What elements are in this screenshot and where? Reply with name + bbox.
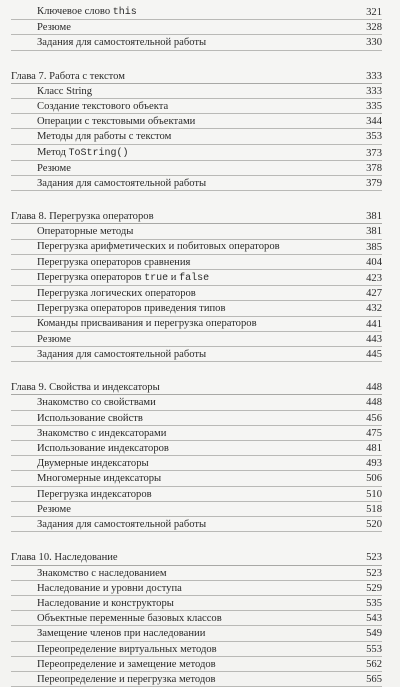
title-text: Перегрузка операторов приведения типов (37, 303, 226, 315)
toc-entry-title (11, 427, 352, 440)
toc-entry-title (11, 457, 352, 470)
toc-entry-title (11, 567, 352, 580)
toc-entry-row (11, 517, 382, 532)
toc-page-number: 510 (366, 488, 382, 500)
toc-entry-row (11, 114, 382, 129)
title-text: Задания для самостоятельной работы (37, 519, 207, 531)
toc-page-number: 333 (366, 85, 382, 97)
toc-entry-row (11, 672, 382, 687)
title-text: Задания для самостоятельной работы (37, 37, 207, 49)
title-text: Переопределение и замещение методов (37, 658, 216, 670)
toc-page-number: 518 (366, 503, 382, 515)
toc-entry-title (11, 100, 352, 113)
toc-entry-row (11, 581, 382, 596)
toc-entry-row (11, 411, 382, 426)
title-text: Резюме (37, 333, 71, 345)
toc-chapter-row (11, 380, 382, 395)
toc-page-number: 529 (366, 582, 382, 594)
toc-entry-title (11, 551, 352, 564)
title-text: Задания для самостоятельной работы (37, 349, 207, 361)
toc-page-number: 353 (366, 131, 382, 143)
toc-entry-title (11, 658, 352, 671)
toc-entry-row (11, 332, 382, 347)
toc-page-number: 378 (366, 162, 382, 174)
toc-page-number: 535 (366, 597, 382, 609)
code-keyword: true (144, 273, 169, 285)
section-gap (11, 191, 382, 209)
toc-entry-row (11, 502, 382, 517)
title-text: Замещение членов при наследовании (37, 628, 206, 640)
title-text: Создание текстового объекта (37, 101, 169, 113)
toc-entry-title (11, 85, 352, 98)
toc-page-number: 443 (366, 333, 382, 345)
toc-entry-row (11, 456, 382, 471)
code-keyword: this (112, 7, 137, 18)
toc-entry-row (11, 642, 382, 657)
title-text: Операции с текстовыми объектами (37, 116, 196, 128)
toc-entry-title (11, 115, 352, 128)
toc-entry-title (11, 612, 352, 625)
toc-entry-row (11, 317, 382, 332)
title-text: Резюме (37, 503, 71, 515)
toc-entry-row (11, 566, 382, 581)
toc-entry-title (11, 36, 352, 49)
toc-entry-title (11, 582, 352, 595)
toc-entry-row (11, 301, 382, 316)
toc-entry-row (11, 395, 382, 410)
title-text: Класс String (37, 85, 93, 97)
title-text: Перегрузка логических операторов (37, 288, 196, 300)
title-text: Команды присваивания и перегрузка операторов (37, 318, 257, 330)
toc-entry-title (11, 396, 352, 409)
title-text: Многомерные индексаторы (37, 473, 162, 485)
toc-page-number: 381 (366, 211, 382, 223)
toc-page-number: 441 (366, 318, 382, 330)
toc-entry-row (11, 471, 382, 486)
toc-entry-title (11, 348, 352, 361)
toc-page-number: 404 (366, 256, 382, 268)
title-text: Операторные методы (37, 226, 134, 238)
title-text: Переопределение и перегрузка методов (37, 673, 216, 685)
toc-entry-row (11, 240, 382, 255)
toc-page-number: 553 (366, 643, 382, 655)
toc-entry-row (11, 255, 382, 270)
toc-entry-title (11, 627, 352, 640)
toc-entry-title (11, 146, 352, 160)
table-of-contents (11, 4, 382, 687)
toc-entry-title (11, 70, 352, 83)
toc-page-number: 385 (366, 241, 382, 253)
toc-entry-row (11, 286, 382, 301)
toc-entry-row (11, 270, 382, 286)
title-text: Знакомство с индексаторами (37, 427, 167, 439)
toc-entry-title (11, 412, 352, 425)
toc-page-number: 373 (366, 147, 382, 159)
title-text: Перегрузка арифметических и побитовых операторов (37, 241, 280, 253)
toc-entry-title (11, 503, 352, 516)
toc-entry-title (11, 177, 352, 190)
title-text: Задания для самостоятельной работы (37, 178, 207, 190)
title-text: Глава 10. Наследование (11, 552, 118, 564)
title-text: Использование индексаторов (37, 443, 169, 455)
toc-entry-title (11, 488, 352, 501)
toc-page-number: 448 (366, 397, 382, 409)
toc-entry-row (11, 4, 382, 20)
toc-entry-row (11, 487, 382, 502)
toc-entry-row (11, 596, 382, 611)
toc-page-number: 506 (366, 473, 382, 485)
toc-entry-row (11, 99, 382, 114)
toc-entry-row (11, 20, 382, 35)
toc-page-number: 481 (366, 443, 382, 455)
title-text: Переопределение виртуальных методов (37, 643, 217, 655)
toc-page-number: 381 (366, 226, 382, 238)
toc-entry-row (11, 657, 382, 672)
toc-page-number: 333 (366, 70, 382, 82)
toc-entry-row (11, 426, 382, 441)
toc-entry-title (11, 302, 352, 315)
title-text: Перегрузка индексаторов (37, 488, 152, 500)
toc-chapter-row (11, 69, 382, 84)
toc-chapter-row (11, 209, 382, 224)
toc-page-number: 427 (366, 288, 382, 300)
title-text: Объектные переменные базовых классов (37, 613, 222, 625)
toc-entry-title (11, 162, 352, 175)
toc-entry-title (11, 21, 352, 34)
toc-entry-row (11, 347, 382, 362)
toc-entry-title (11, 518, 352, 531)
toc-page-number: 475 (366, 427, 382, 439)
toc-entry-title (11, 271, 352, 285)
toc-page-number: 423 (366, 273, 382, 285)
title-text: Метод (37, 146, 69, 158)
toc-entry-row (11, 611, 382, 626)
toc-entry-row (11, 626, 382, 641)
title-text: Глава 9. Свойства и индексаторы (11, 382, 160, 394)
title-text: Глава 7. Работа с текстом (11, 70, 125, 82)
toc-entry-title (11, 318, 352, 331)
toc-page-number: 549 (366, 628, 382, 640)
toc-entry-title (11, 241, 352, 254)
title-text: Глава 8. Перегрузка операторов (11, 211, 154, 223)
toc-entry-row (11, 145, 382, 161)
code-keyword: ToString() (68, 147, 129, 159)
toc-page-number: 330 (366, 37, 382, 49)
toc-entry-title (11, 130, 352, 143)
title-text: Методы для работы с текстом (37, 131, 172, 143)
title-text: Резюме (37, 22, 71, 34)
toc-entry-row (11, 35, 382, 50)
toc-entry-title (11, 472, 352, 485)
toc-page-number: 445 (366, 349, 382, 361)
section-gap (11, 362, 382, 380)
toc-entry-title (11, 5, 352, 19)
title-text: Ключевое слово (37, 6, 113, 17)
toc-page-number: 321 (366, 7, 382, 18)
toc-page-number: 562 (366, 658, 382, 670)
toc-entry-title (11, 210, 352, 223)
title-text: Перегрузка операторов (37, 272, 145, 284)
toc-entry-title (11, 256, 352, 269)
toc-entry-row (11, 176, 382, 191)
toc-entry-row (11, 441, 382, 456)
toc-entry-title (11, 442, 352, 455)
toc-page-number: 523 (366, 552, 382, 564)
toc-page-number: 543 (366, 613, 382, 625)
title-text: Перегрузка операторов сравнения (37, 256, 191, 268)
toc-page-number: 520 (366, 519, 382, 531)
title-text: и (168, 272, 180, 284)
title-text: Резюме (37, 162, 71, 174)
toc-entry-row (11, 129, 382, 144)
title-text: Знакомство с наследованием (37, 567, 167, 579)
toc-entry-title (11, 333, 352, 346)
title-text: Знакомство со свойствами (37, 397, 156, 409)
toc-entry-title (11, 287, 352, 300)
toc-entry-title (11, 673, 352, 686)
section-gap (11, 532, 382, 550)
section-gap (11, 51, 382, 69)
title-text: Наследование и конструкторы (37, 597, 174, 609)
toc-page-number: 523 (366, 567, 382, 579)
toc-entry-title (11, 643, 352, 656)
toc-chapter-row (11, 550, 382, 565)
toc-page-number: 328 (366, 22, 382, 34)
toc-entry-row (11, 161, 382, 176)
toc-page-number: 565 (366, 673, 382, 685)
toc-entry-title (11, 381, 352, 394)
title-text: Использование свойств (37, 412, 143, 424)
toc-entry-title (11, 225, 352, 238)
toc-page-number: 379 (366, 178, 382, 190)
toc-entry-row (11, 224, 382, 239)
toc-page-number: 432 (366, 303, 382, 315)
toc-page-number: 448 (366, 382, 382, 394)
toc-page-number: 493 (366, 458, 382, 470)
code-keyword: false (179, 273, 210, 285)
toc-page-number: 456 (366, 412, 382, 424)
toc-entry-row (11, 84, 382, 99)
toc-page-number: 344 (366, 116, 382, 128)
toc-page-number: 335 (366, 101, 382, 113)
toc-entry-title (11, 597, 352, 610)
title-text: Наследование и уровни доступа (37, 582, 182, 594)
title-text: Двумерные индексаторы (37, 458, 149, 470)
